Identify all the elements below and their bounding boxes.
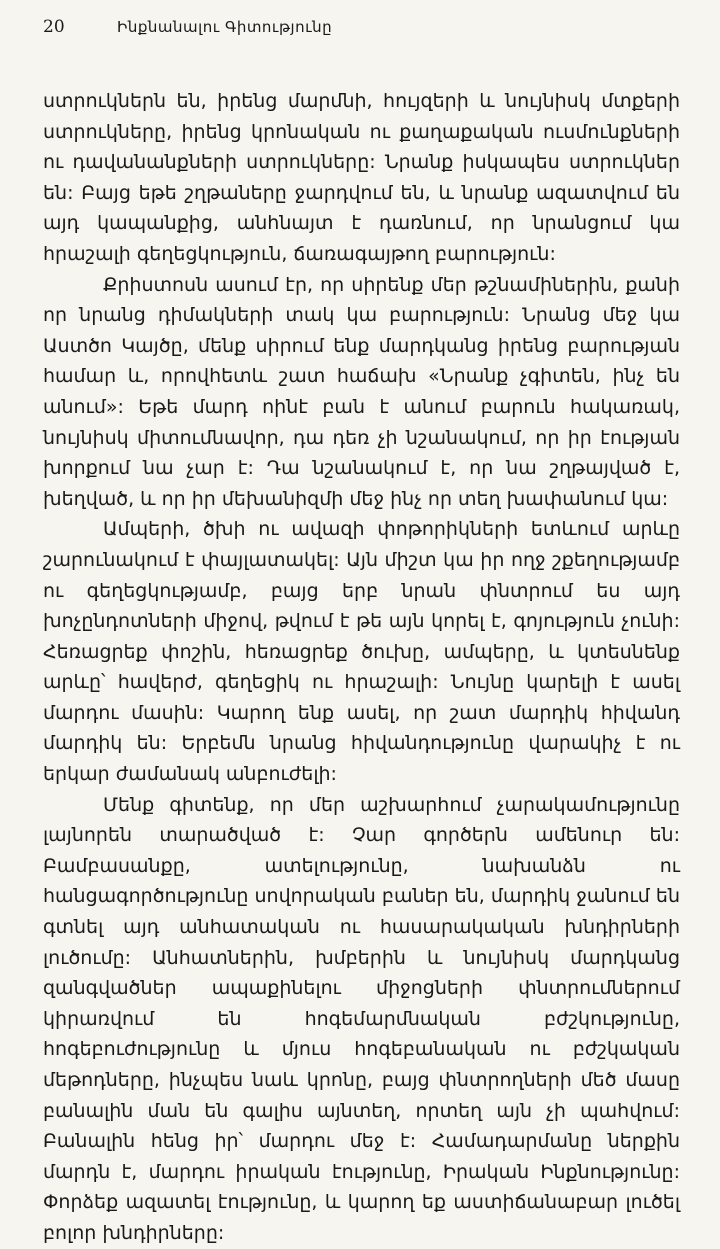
paragraph-true-self: Մենք գիտենք, որ մեր աշխարհում չարակամությունը լայնորեն տարածված է: Չար գործերն ամենուր են: Բամբասանքը, ատելությունը, նախանձն ու հանցագործությունը սովորական բաներ են, մարդիկ ջանում են գտնել այդ անհատական ու հասարակական խնդիրների լուծումը: Անհատներին, խմբերին և նույնիսկ մարդկանց զանգվածներ ապաքինելու միջոցների փնտրումներում կիրառվում են հոգեմարմնական բժշկությունը, հոգեբուժությունը և մյուս հոգեբանական ու բժշկական մեթոդները, ինչպես նաև կրոնը, բայց փնտրողների մեծ մասը բանալին ման են գալիս այնտեղ, որտեղ այն չի պահվում: Բանալին հենց իր՝ մարդու մեջ է: Համադարմանը ներքին մարդն է, մարդու իրական էությունը, Իրական Ինքնությունը: Փորձեք ազատել էությունը, և կարող եք աստիճանաբար լուծել բոլոր խնդիրները: <box>43 793 680 1244</box>
page-number: 20 <box>43 17 65 37</box>
body-text <box>43 86 680 1249</box>
paragraph-christ-quote: Քրիստոսն ասում էր, որ սիրենք մեր թշնամիներին, քանի որ նրանց դիմակների տակ կա բարություն: Նրանց մեջ կա Աստծո Կայծը, մենք սիրում ենք մարդկանց իրենց բարության համար և, որովհետև շատ հաճախ «Նրանք չգիտեն, ինչ են անում»: Եթե մարդ ոինէ բան է անում բարուն հակառակ, նույնիսկ միտումնավոր, դա դեռ չի նշանակում, որ իր էության խորքում նա չար է: Դա նշանակում է, որ նա շղթայված է, խեղված, և որ իր մեխանիզմի մեջ ինչ որ տեղ խափանում կա: <box>43 273 680 510</box>
running-title: Ինքնանալու Գիտությունը <box>117 18 333 36</box>
paragraph-sun-behind-clouds: Ամպերի, ծխի ու ավազի փոթորիկների ետևում արևը շարունակում է փայլատակել: Այն միշտ կա իր ողջ շքեղությամբ ու գեղեցկությամբ, բայց երբ նրան փնտրում ես այդ խոչընդոտների միջով, թվում է թե այն կորել է, գոյություն չունի: Հեռացրեք փոշին, հեռացրեք ծուխը, ամպերը, և կտեսնենք արևը՝ հավերժ, գեղեցիկ ու հրաշալի: Նույնը կարելի է ասել մարդու մասին: Կարող ենք ասել, որ շատ մարդիկ հիվանդ մարդիկ են: Երբեմն նրանց հիվանդությունը վարակիչ է ու երկար ժամանակ անբուժելի: <box>43 518 680 786</box>
running-head <box>43 12 680 56</box>
paragraph-continued: ստրուկներն են, իրենց մարմնի, հույզերի և նույնիսկ մտքերի ստրուկները, իրենց կրոնական ու քաղաքական ուսմունքների ու դավանանքների ստրուկները: Նրանք իսկապես ստրուկներ են: Բայց եթե շղթաները ջարդվում են, և նրանք ազատվում են այդ կապանքից, անհնայտ է դառնում, որ նրանցում կա հրաշալի գեղեցկություն, ճառագայթող բարություն: <box>43 90 680 265</box>
